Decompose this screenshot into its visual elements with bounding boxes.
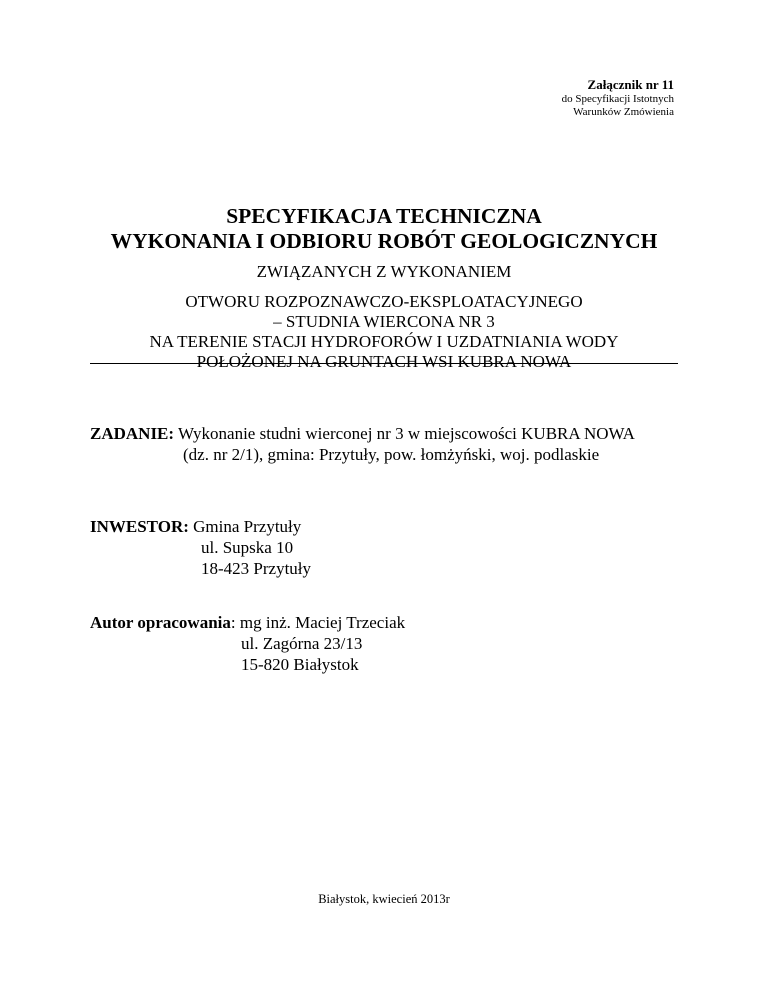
document-subtitle-line-3: – STUDNIA WIERCONA NR 3 [273,312,495,331]
document-subtitle-line-1: ZWIĄZANYCH Z WYKONANIEM [256,262,512,281]
attachment-note [562,78,674,118]
attachment-line-2: Warunków Zmówienia [573,105,674,118]
heading-divider [90,363,678,364]
attachment-line-1: do Specyfikacji Istotnych [561,92,674,105]
author-colon: : [230,613,240,632]
author-section [90,612,405,675]
task-description-line-1: Wykonanie studni wierconej nr 3 w miejscowości KUBRA NOWA [174,424,635,443]
author-street: ul. Zagórna 23/13 [241,634,363,653]
author-city: 15-820 Białystok [241,655,359,674]
document-subtitle-line-4: NA TERENIE STACJI HYDROFORÓW I UZDATNIANIA WODY [149,332,619,351]
investor-city: 18-423 Przytuły [201,559,312,578]
author-label: Autor opracowania [90,613,231,632]
document-heading [90,204,678,372]
investor-section [90,516,311,579]
author-name: mg inż. Maciej Trzeciak [239,613,406,632]
investor-street: ul. Supska 10 [201,538,294,557]
attachment-title: Załącznik nr 11 [587,77,674,92]
document-title-line-2: WYKONANIA I ODBIORU ROBÓT GEOLOGICZNYCH [110,229,658,253]
investor-label: INWESTOR: [90,517,189,536]
document-subtitle-line-5: POŁOŻONEJ NA GRUNTACH WSI KUBRA NOWA [196,352,572,371]
task-label: ZADANIE: [90,424,175,443]
document-title-line-1: SPECYFIKACJA TECHNICZNA [226,204,542,228]
document-subtitle-line-2: OTWORU ROZPOZNAWCZO-EKSPLOATACYJNEGO [185,292,583,311]
task-section [90,423,635,465]
investor-name: Gmina Przytuły [188,517,302,536]
place-date: Białystok, kwiecień 2013r [318,892,450,906]
task-description-line-2: (dz. nr 2/1), gmina: Przytuły, pow. łomżyński, woj. podlaskie [183,445,600,464]
